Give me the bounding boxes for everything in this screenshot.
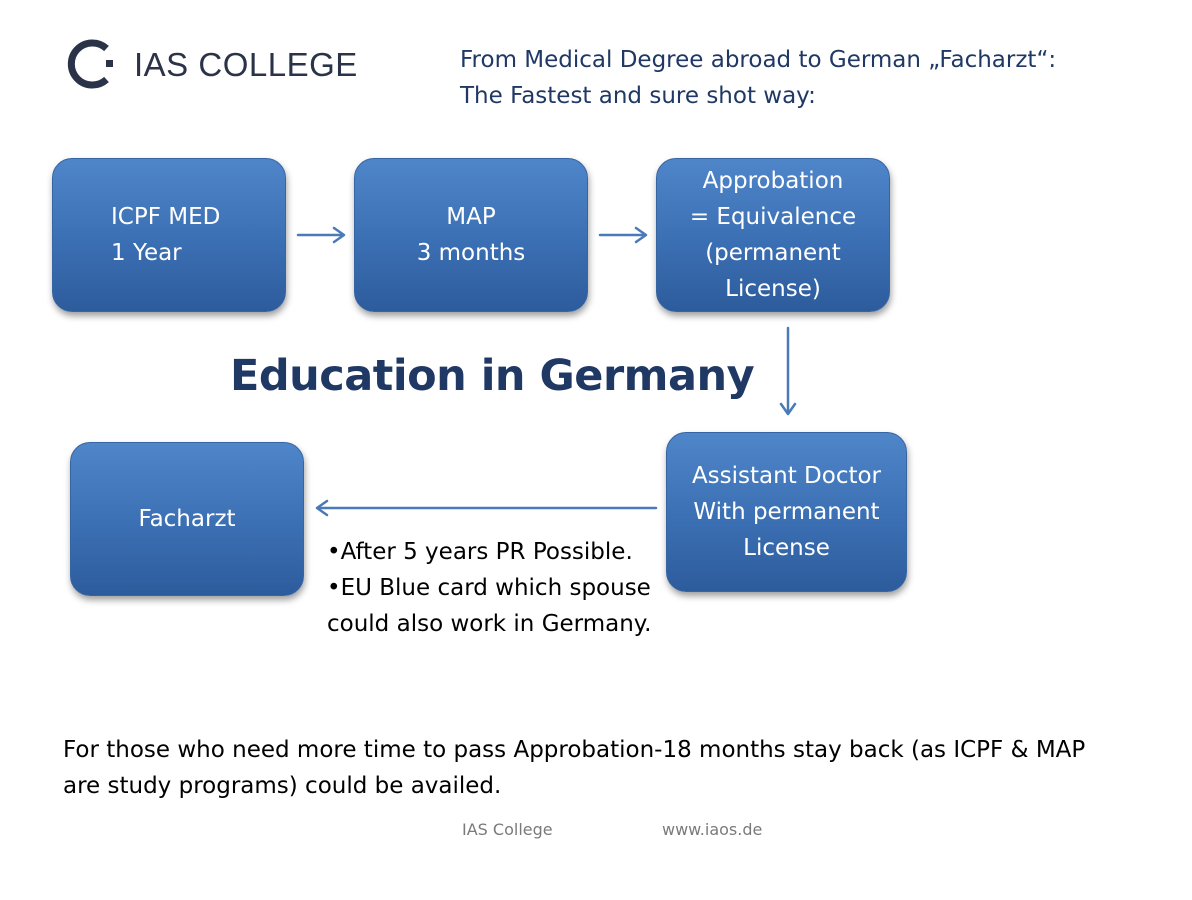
section-title: Education in Germany (230, 351, 755, 401)
arrow-icpf-to-map (298, 228, 344, 242)
logo-text: IAS COLLEGE (134, 45, 358, 83)
stay-back-note: For those who need more time to pass Approbation-18 months stay back (as ICPF & MAP are study programs) could be availed. (63, 737, 1086, 799)
bullet-item-2: •EU Blue card which spouse could also work in Germany. (327, 575, 652, 637)
box-approbation-line-4: License) (725, 276, 821, 302)
box-facharzt-line-1: Facharzt (138, 506, 236, 532)
box-assistant-line-1: Assistant Doctor (691, 463, 882, 489)
box-map-line-1: MAP (446, 204, 496, 230)
box-approbation-line-2: = Equivalence (689, 204, 857, 230)
box-approbation-line-1: Approbation (702, 168, 844, 194)
headline-line-2: The Fastest and sure shot way: (460, 83, 816, 109)
box-icpf-line-2: 1 Year (111, 240, 182, 266)
box-map-line-2: 3 months (416, 240, 526, 266)
box-assistant-line-3: License (743, 535, 830, 561)
arrow-approbation-to-assistant (781, 328, 795, 414)
arrow-map-to-approbation (600, 228, 646, 242)
footer-college-name: IAS College (462, 820, 553, 839)
headline-line-1: From Medical Degree abroad to German „Facharzt“: (460, 47, 1057, 73)
box-icpf-line-1: ICPF MED (111, 204, 221, 230)
box-assistant-line-2: With permanent (693, 499, 880, 525)
bullet-item-1: •After 5 years PR Possible. (327, 539, 633, 565)
arrow-assistant-to-facharzt (317, 501, 656, 515)
bullet-list (327, 534, 657, 642)
footer-website: www.iaos.de (662, 820, 763, 839)
box-approbation-line-3: (permanent (705, 240, 841, 266)
